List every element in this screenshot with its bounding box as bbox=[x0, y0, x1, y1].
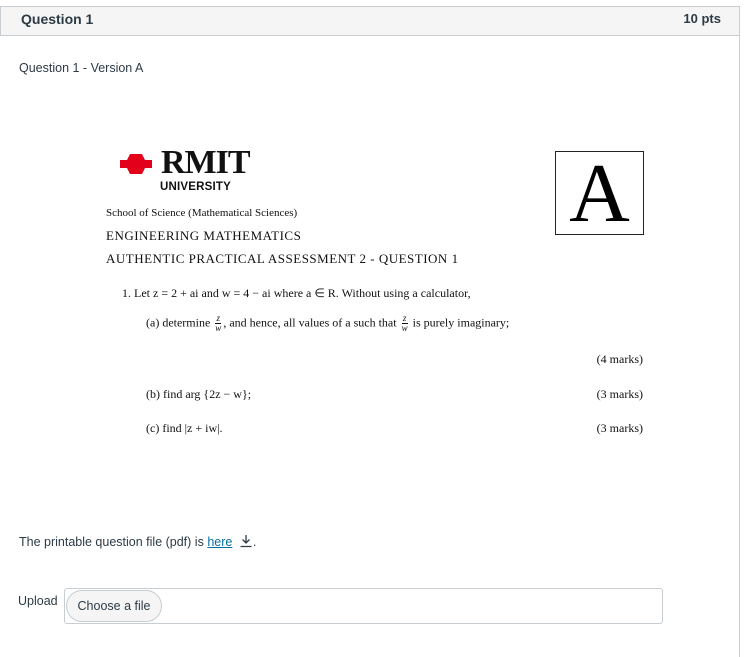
pdf-prefix: The printable question file (pdf) is bbox=[19, 534, 204, 549]
assessment-title: AUTHENTIC PRACTICAL ASSESSMENT 2 - QUESTION 1 bbox=[106, 251, 459, 266]
pdf-download-link[interactable]: here bbox=[207, 534, 233, 549]
question-points: 10 pts bbox=[683, 11, 721, 26]
question-statement: 1. Let z = 2 + ai and w = 4 − ai where a ∈ R. Without using a calculator, bbox=[122, 286, 471, 300]
pdf-suffix: . bbox=[252, 534, 257, 549]
upload-label: Upload bbox=[18, 594, 58, 608]
part-a-mid: , and hence, all values of a such that bbox=[223, 315, 397, 330]
rmit-logo-icon bbox=[116, 150, 156, 178]
version-letter-box: A bbox=[555, 151, 644, 235]
fraction-z-over-w: $\frac{z}{w}$ bbox=[215, 313, 222, 333]
fraction-z-over-w: $\frac{z}{w}$ bbox=[401, 313, 408, 333]
download-icon[interactable] bbox=[239, 534, 253, 551]
rmit-logo-subtext: UNIVERSITY bbox=[160, 181, 232, 193]
rmit-logo-text: RMIT bbox=[161, 144, 250, 181]
part-b-text: (b) find arg {2z − w}; bbox=[146, 387, 252, 401]
part-a-end: is purely imaginary; bbox=[412, 315, 510, 330]
pdf-line bbox=[19, 534, 256, 551]
part-a-marks: (4 marks) bbox=[596, 352, 643, 366]
part-c-text: (c) find |z + iw|. bbox=[146, 421, 223, 435]
question-title: Question 1 bbox=[21, 11, 94, 27]
question-version: Question 1 - Version A bbox=[19, 61, 144, 75]
choose-file-button[interactable]: Choose a file bbox=[66, 590, 162, 622]
part-c-marks: (3 marks) bbox=[596, 421, 643, 435]
part-a-text bbox=[146, 314, 509, 333]
part-b-marks: (3 marks) bbox=[596, 387, 643, 401]
school-name: School of Science (Mathematical Sciences) bbox=[106, 207, 298, 219]
course-name: ENGINEERING MATHEMATICS bbox=[106, 228, 302, 243]
part-a-start: (a) determine bbox=[146, 315, 211, 330]
